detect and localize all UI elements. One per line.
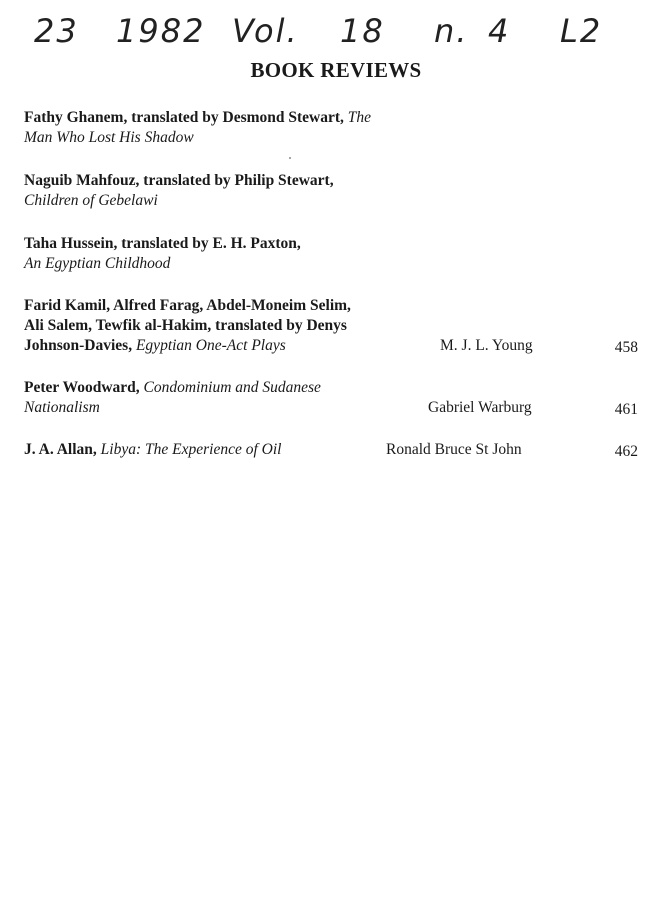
entry-line (24, 234, 648, 254)
entry-line (24, 128, 648, 148)
entry-line (24, 296, 648, 316)
entry-line (24, 398, 648, 418)
note-issue-label: n. (434, 12, 469, 50)
entry-line (24, 171, 648, 191)
reviewer-name: M. J. L. Young (440, 337, 533, 354)
handwritten-catalog-note (34, 6, 634, 52)
review-entry (24, 296, 648, 356)
book-title: Children of Gebelawi (24, 192, 158, 209)
note-code: L2 (560, 12, 603, 50)
page-title: BOOK REVIEWS (250, 58, 422, 82)
book-title: An Egyptian Childhood (24, 255, 171, 272)
note-year: 1982 (116, 12, 206, 50)
entry-line (24, 336, 648, 356)
book-title: The (347, 109, 372, 126)
note-number: 23 (34, 12, 79, 50)
author-translator: Taha Hussein, translated by E. H. Paxton, (24, 235, 301, 252)
note-vol-label: Vol. (232, 12, 299, 50)
entry-line (24, 108, 648, 128)
entry-line (24, 254, 648, 274)
author-translator: Farid Kamil, Alfred Farag, Abdel-Moneim Selim, (24, 297, 351, 314)
review-entry (24, 171, 648, 211)
review-entry (24, 108, 648, 148)
book-title: Nationalism (24, 399, 100, 416)
reviewer-name: Ronald Bruce St John (386, 441, 522, 458)
author-translator: Johnson-Davies, (24, 337, 136, 354)
entry-line (24, 440, 648, 460)
scan-speck (289, 157, 291, 159)
review-entry (24, 440, 648, 460)
entry-line (24, 316, 648, 336)
page-number: 458 (614, 339, 638, 356)
book-title: Egyptian One-Act Plays (135, 337, 286, 354)
author-translator: Peter Woodward, (24, 379, 144, 396)
note-vol-number: 18 (340, 12, 385, 50)
book-title: Libya: The Experience of Oil (100, 441, 282, 458)
note-issue-number: 4 (488, 12, 511, 50)
author-translator: Ali Salem, Tewfik al-Hakim, translated by Denys (24, 317, 347, 334)
book-title: Man Who Lost His Shadow (24, 129, 194, 146)
author-translator: J. A. Allan, (24, 441, 101, 458)
author-translator: Fathy Ghanem, translated by Desmond Stewart, (24, 109, 348, 126)
author-translator: Naguib Mahfouz, translated by Philip Stewart, (24, 172, 334, 189)
review-entry (24, 378, 648, 418)
entry-line (24, 378, 648, 398)
reviewer-name: Gabriel Warburg (428, 399, 532, 416)
page-number: 462 (614, 443, 638, 460)
book-title: Condominium and Sudanese (143, 379, 321, 396)
entry-line (24, 191, 648, 211)
review-entry (24, 234, 648, 274)
page-number: 461 (614, 401, 638, 418)
